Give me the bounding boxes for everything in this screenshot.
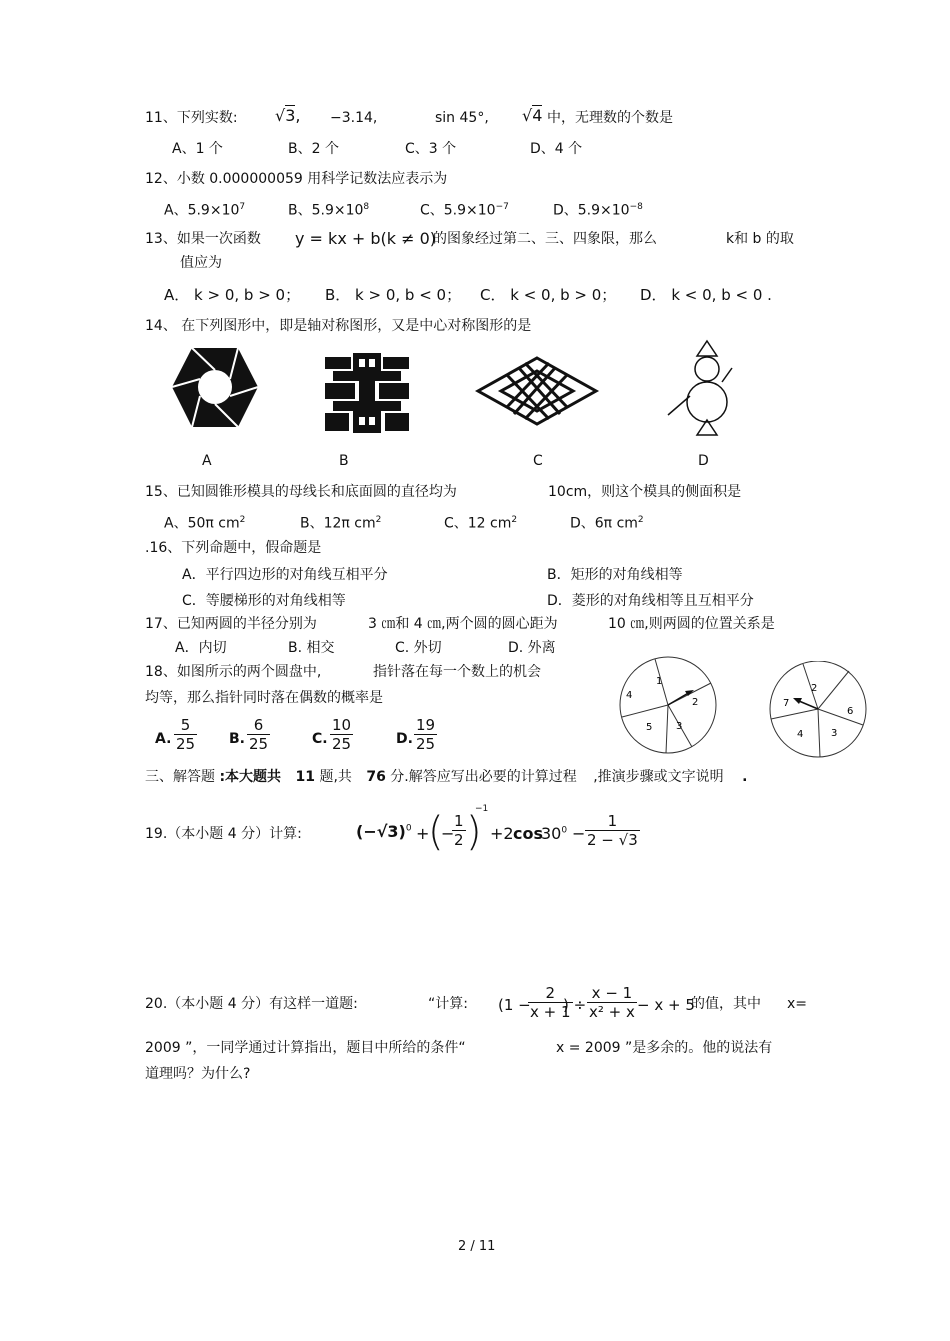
q20-calc: “计算: [428,996,468,1012]
q16-option-c: C．等腰梯形的对角线相等 [182,593,346,609]
q17-option-b: B. 相交 [288,640,335,656]
q18-option-d-label: D. [396,731,413,747]
q20-xeq: x= [787,996,808,1012]
q14-text: 14、 在下列图形中，即是轴对称图形，又是中心对称图形的是 [145,318,532,334]
q13-line1a: 13、如果一次函数 [145,231,261,247]
spinner-disc-left [608,655,728,755]
disc2-number-7: 7 [783,698,790,709]
q19-plus2: +2 [490,824,514,843]
disc1-number-1: 1 [656,676,663,687]
q13-formula: y = kx + b(k ≠ 0) [295,229,437,248]
q13-option-a: A． k > 0, b > 0； [164,286,301,304]
q17-text2: 3 ㎝和 4 ㎝,两个圆的圆心距为 [368,616,558,632]
q13-line1c: k和 b 的取 [726,231,794,247]
q13-line2: 值应为 [180,255,222,271]
q19-neg: − [441,824,455,843]
q19-paren-open: ( [428,809,444,855]
q18-option-d-fraction: $\frac{19}{25}$ [416,716,436,753]
q18-option-b-label: B. [229,731,245,747]
q15-option-a: A、50π $cm^2$ [164,515,246,532]
q12-option-d: D、$5.9\times 10^{-8}$ [553,202,643,219]
disc1-number-4: 4 [626,690,633,701]
q17-text3: 10 ㎝,则两圆的位置关系是 [608,616,775,632]
disc2-number-3: 3 [831,728,838,739]
q13-option-d: D． k < 0, b < 0 . [640,286,772,304]
q12-option-a: A、$5.9\times 10^7$ [164,202,246,219]
q19-minus: − [572,824,586,843]
q18-option-a-fraction: $\frac{5}{25}$ [176,716,196,753]
q15-option-b: B、12π $cm^2$ [300,515,382,532]
q20-prefix: 20.（本小题 4 分）有这样一道题: [145,996,358,1012]
q11-option-c: C、3 个 [405,141,457,157]
figure-knot-pattern [475,355,600,427]
q18-option-c-label: C. [312,731,328,747]
q14-label-d: D [698,453,709,469]
q14-label-b: B [339,453,349,469]
q13-option-b: B． k > 0, b < 0； [325,286,462,304]
q18-line2: 均等，那么指针同时落在偶数的概率是 [145,690,383,706]
q15-text1: 15、已知圆锥形模具的母线长和底面圆的直径均为 [145,484,457,500]
q19-exp1: −1 [475,804,489,814]
q19-half: $\frac{1}{2}$ [454,812,464,849]
q20-tail: − x + 5 [637,996,695,1014]
page-number: 2 / 11 [458,1239,496,1254]
q13-option-c: C． k < 0, b > 0； [480,286,617,304]
q12-option-c: C、$5.9\times 10^{-7}$ [420,202,509,219]
q18-line1b: 指针落在每一个数上的机会 [373,664,541,680]
q19-prefix: 19.（本小题 4 分）计算: [145,826,302,842]
q13-line1b: 的图象经过第二、三、四象限，那么 [433,231,657,247]
figure-snowman [660,338,740,438]
q19-paren-close: ) [466,809,482,855]
q17-option-c: C. 外切 [395,640,442,656]
q19-plus1: + [416,824,430,843]
q16-option-a: A．平行四边形的对角线互相平分 [182,567,388,583]
q17-text1: 17、已知两圆的半径分别为 [145,616,317,632]
q20-fraction1: $\frac{2}{x + 1}$ [530,984,571,1021]
q16-option-d: D．菱形的对角线相等且互相平分 [547,593,754,609]
q14-label-c: C [533,453,543,469]
q11-sqrt4: √4 [522,106,543,125]
disc1-number-3: 3 [676,721,683,732]
q14-label-a: A [202,453,212,469]
q18-option-a-label: A. [155,731,172,747]
q11-prefix: 11、下列实数: [145,110,238,126]
q17-option-a: A．内切 [175,640,227,656]
q16-option-b: B．矩形的对角线相等 [547,567,683,583]
q19-fraction: $\frac{1}{2 - √3}$ [587,812,638,849]
q11-num2: −3.14, [330,110,378,126]
q20-value: 的值，其中 [691,996,761,1012]
q12-text: 12、小数 0.000000059 用科学记数法应表示为 [145,171,448,187]
q15-option-c: C、12 $cm^2$ [444,515,518,532]
q20-line3: 道理吗？为什么? [145,1066,251,1082]
q18-option-b-fraction: $\frac{6}{25}$ [249,716,269,753]
q20-fraction2: $\frac{x - 1}{\text{x² + x}}$ [589,984,635,1021]
q11-option-d: D、4 个 [530,141,583,157]
disc1-number-2: 2 [692,697,699,708]
q16-text: .16、下列命题中，假命题是 [145,540,322,556]
section3-heading: 三、解答题 :本大题共 11 题,共 76 分.解答应写出必要的计算过程 ,推演步骤或文字说明 . [145,769,748,785]
q11-sqrt3: √3, [275,106,301,125]
q19-cos: cos [513,824,543,843]
q11-option-b: B、2 个 [288,141,339,157]
q15-option-d: D、6π $cm^2$ [570,515,644,532]
q12-option-b: B、$5.9\times 10^8$ [288,202,370,219]
spinner-disc-right [765,661,875,761]
radical-icon: √ [522,106,533,125]
q20-line2a: 2009 ”，一同学通过计算指出，题目中所给的条件“ [145,1040,466,1056]
figure-hexagon-pinwheel [170,345,260,430]
figure-block-pattern [323,353,411,433]
disc2-number-6: 6 [847,706,854,717]
disc2-number-4: 4 [797,729,804,740]
disc2-number-2: 2 [811,683,818,694]
q20-close-div: ) ÷ [563,996,587,1014]
radical-icon: √ [275,106,286,125]
q18-option-c-fraction: $\frac{10}{25}$ [332,716,352,753]
disc1-number-5: 5 [646,722,653,733]
q17-option-d: D. 外离 [508,640,556,656]
q20-line2b: x = 2009 ”是多余的。他的说法有 [556,1040,773,1056]
q11-suffix: 中，无理数的个数是 [547,110,673,126]
q20-open: (1 − [498,996,531,1014]
q11-option-a: A、1 个 [172,141,223,157]
q19-term1: $(-√3)^0$ [356,822,412,841]
q15-text2: 10cm，则这个模具的侧面积是 [548,484,742,500]
q11-sin: sin 45°, [435,110,489,126]
q18-line1a: 18、如图所示的两个圆盘中, [145,664,322,680]
q19-angle: $30^0$ [541,824,568,843]
